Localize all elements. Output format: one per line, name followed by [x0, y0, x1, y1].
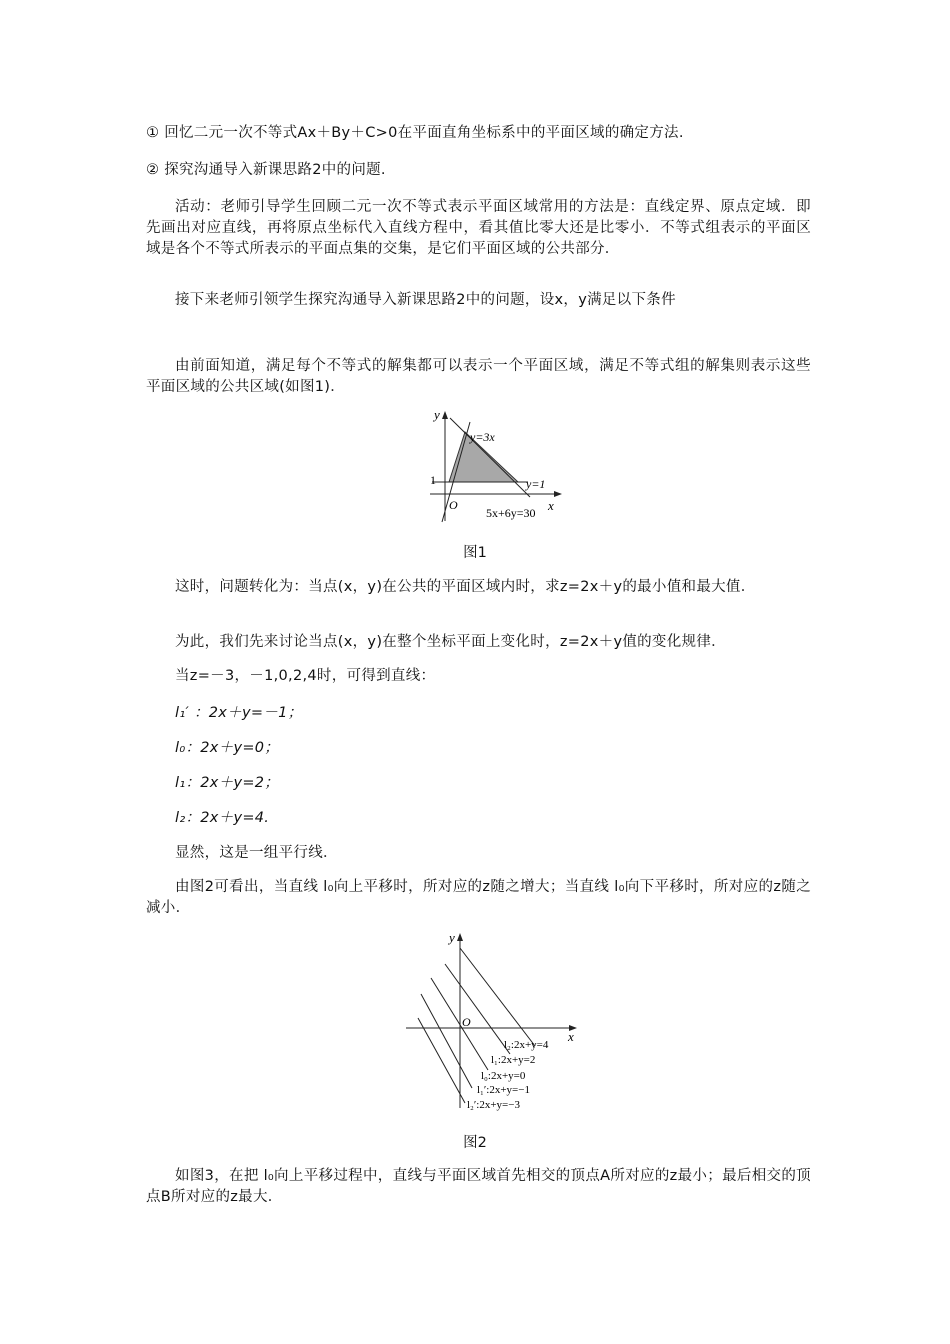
fig2-label-l2-prime: l₂′:2x+y=−3 — [467, 1099, 520, 1111]
y-axis-arrow — [457, 933, 463, 941]
x-axis-arrow — [554, 491, 562, 497]
fig2-label-l1-prime: l₁′:2x+y=−1 — [477, 1084, 530, 1096]
fig1-label-y: y — [434, 407, 440, 422]
line-l2 — [460, 948, 535, 1046]
paragraph-2: ② 探究沟通导入新课思路2中的问题. — [146, 162, 386, 178]
fig2-label-o: O — [462, 1015, 471, 1029]
fig2-label-y: y — [449, 930, 455, 945]
figure-2-caption: 图2 — [463, 1135, 487, 1151]
paragraph-7: 为此，我们先来讨论当点(x，y)在整个坐标平面上变化时，z=2x＋y值的变化规律． — [175, 634, 726, 650]
fig2-label-l1: l₁:2x+y=2 — [491, 1054, 536, 1066]
paragraph-5: 由前面知道，满足每个不等式的解集都可以表示一个平面区域，满足不等式组的解集则表示这些平面区域的公共区域(如图1)． — [146, 358, 811, 395]
figure-2 — [400, 928, 590, 1114]
fig1-label-line: 5x+6y=30 — [486, 506, 536, 520]
fig1-label-o: O — [449, 498, 458, 512]
fig2-label-l2: l₂:2x+y=4 — [504, 1039, 549, 1051]
paragraph-1: ① 回忆二元一次不等式Ax＋By＋C>0在平面直角坐标系中的平面区域的确定方法. — [146, 125, 684, 141]
equation-l0: l₀：2x＋y=0； — [175, 740, 280, 756]
equation-l1: l₁：2x＋y=2； — [175, 775, 280, 791]
paragraph-8: 当z=－3，－1,0,2,4时，可得到直线： — [175, 668, 436, 684]
figure-1 — [420, 405, 570, 527]
equation-l2: l₂：2x＋y=4. — [175, 810, 270, 826]
fig2-label-x: x — [568, 1029, 574, 1044]
line-l1-prime — [421, 994, 472, 1088]
fig1-label-x: x — [548, 498, 554, 513]
fig1-label-y1: y=1 — [526, 477, 546, 491]
paragraph-6: 这时，问题转化为：当点(x，y)在公共的平面区域内时，求z=2x＋y的最小值和最大值． — [175, 579, 756, 595]
y-axis-arrow — [442, 411, 448, 419]
paragraph-11: 如图3，在把 l₀向上平移过程中，直线与平面区域首先相交的顶点A所对应的z最小；最后相交的顶点B所对应的z最大． — [146, 1168, 811, 1205]
equation-l1-prime: l₁′ ：2x＋y=－1； — [175, 705, 303, 721]
fig1-label-y3x: y=3x — [470, 430, 495, 444]
fig1-label-one: 1 — [430, 473, 436, 487]
paragraph-10: 由图2可看出，当直线 l₀向上平移时，所对应的z随之增大；当直线 l₀向下平移时，所对应的z随之减小． — [146, 879, 811, 916]
paragraph-4: 接下来老师引领学生探究沟通导入新课思路2中的问题，设x，y满足以下条件 — [175, 292, 676, 308]
fig2-label-l0: l₀:2x+y=0 — [481, 1070, 526, 1082]
paragraph-9: 显然，这是一组平行线． — [175, 845, 338, 861]
paragraph-3: 活动：老师引导学生回顾二元一次不等式表示平面区域常用的方法是：直线定界、原点定域．即先画出对应直线，再将原点坐标代入直线方程中，看其值比零大还是比零小．不等式组表示的平面区域是各个不等式所表示的平面点集的交集，是它们平面区域的公共部分． — [146, 199, 811, 257]
figure-1-caption: 图1 — [463, 545, 487, 561]
line-l1 — [445, 964, 510, 1054]
